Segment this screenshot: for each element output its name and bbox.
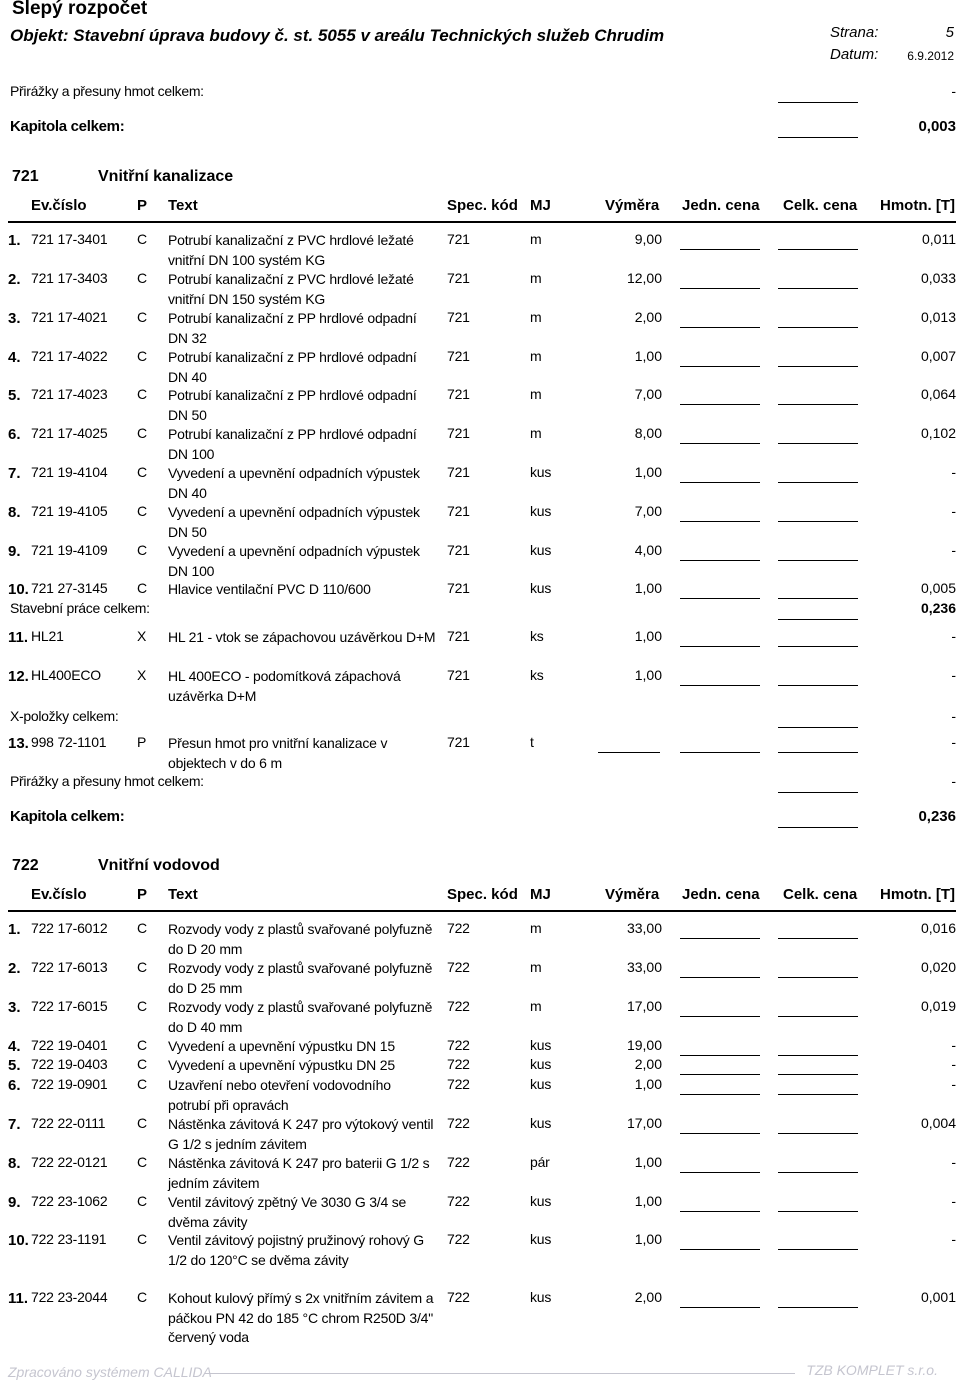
quantity: 2,00 [634, 1056, 662, 1072]
spec-code: 722 [447, 1193, 470, 1209]
section-code: 722 [12, 857, 39, 874]
row-number: 2. [8, 271, 21, 288]
row-number: 1. [8, 921, 21, 938]
column-header: Celk. cena [783, 197, 858, 214]
weight: - [951, 1193, 956, 1209]
ev-cislo: 721 19-4104 [31, 464, 108, 480]
surcharges-price-line [778, 792, 858, 793]
chapter-label: Kapitola celkem: [10, 808, 125, 825]
quantity: 7,00 [634, 386, 662, 402]
unit-price-blank [680, 1016, 760, 1017]
row-number: 8. [8, 1155, 21, 1172]
chapter-value: 0,236 [918, 808, 956, 825]
quantity: 1,00 [634, 628, 662, 644]
spec-code: 722 [447, 998, 470, 1014]
row-number: 10. [8, 1232, 29, 1249]
column-header: Celk. cena [783, 886, 858, 903]
item-type: C [137, 1289, 147, 1305]
unit-price-blank [680, 977, 760, 978]
unit-price-blank [680, 404, 760, 405]
unit: m [530, 348, 542, 364]
x-items-price-line [778, 727, 858, 728]
column-header: Text [168, 886, 198, 903]
quantity: 33,00 [626, 920, 662, 936]
row-number: 6. [8, 426, 21, 443]
spec-code: 722 [447, 1289, 470, 1305]
subtotal-value: 0,236 [920, 600, 956, 616]
weight: - [951, 1056, 956, 1072]
footer-left: Zpracováno systémem CALLIDA [8, 1364, 212, 1380]
quantity: 1,00 [634, 348, 662, 364]
header-rule [8, 221, 956, 223]
quantity: 19,00 [626, 1037, 662, 1053]
weight: - [951, 667, 956, 683]
document-title: Slepý rozpočet [12, 0, 148, 19]
subtotal-price-line [778, 619, 858, 620]
quantity: 1,00 [634, 1076, 662, 1092]
top-chapter-price-line [778, 137, 858, 138]
quantity: 17,00 [626, 1115, 662, 1131]
ev-cislo: 722 17-6013 [31, 959, 108, 975]
ev-cislo: 721 19-4105 [31, 503, 108, 519]
spec-code: 722 [447, 1076, 470, 1092]
footer-right: TZB KOMPLET s.r.o. [806, 1362, 938, 1378]
unit: kus [530, 580, 552, 596]
weight: 0,005 [920, 580, 956, 596]
item-text: Vyvedení a upevnění odpadních výpustek DN 100 [168, 543, 420, 579]
x-items-value: - [951, 708, 956, 724]
unit-price-blank [680, 1211, 760, 1212]
spec-code: 721 [447, 348, 470, 364]
quantity: 1,00 [634, 1193, 662, 1209]
top-surcharges-price-line [778, 102, 858, 103]
column-header: Jedn. cena [682, 886, 760, 903]
weight: 0,102 [920, 425, 956, 441]
column-header: Výměra [605, 197, 660, 214]
ev-cislo: 722 19-0901 [31, 1076, 108, 1092]
column-header: Spec. kód [447, 197, 518, 214]
ev-cislo: 721 17-4023 [31, 386, 108, 402]
column-header: Hmotn. [T] [880, 197, 955, 214]
row-number: 7. [8, 1116, 21, 1133]
row-number: 10. [8, 581, 29, 598]
item-type: C [137, 231, 147, 247]
item-text: Vyvedení a upevnění výpustku DN 15 [168, 1038, 395, 1054]
weight: - [951, 1154, 956, 1170]
column-header: Text [168, 197, 198, 214]
row-number: 8. [8, 504, 21, 521]
row-number: 7. [8, 465, 21, 482]
quantity: 9,00 [634, 231, 662, 247]
unit-price-blank [680, 521, 760, 522]
weight: 0,016 [920, 920, 956, 936]
row-number: 9. [8, 543, 21, 560]
qty-blank [598, 752, 660, 753]
row-number: 9. [8, 1194, 21, 1211]
spec-code: 721 [447, 503, 470, 519]
unit-price-blank [680, 1307, 760, 1308]
unit: m [530, 270, 542, 286]
spec-code: 721 [447, 270, 470, 286]
page-value: 5 [945, 24, 954, 41]
total-price-blank [778, 443, 858, 444]
weight: - [951, 1076, 956, 1092]
surcharges-label: Přirážky a přesuny hmot celkem: [10, 773, 204, 789]
row-number: 11. [8, 1290, 29, 1307]
item-type: C [137, 580, 147, 596]
item-text: Nástěnka závitová K 247 pro výtokový ventil G 1/2 s jedním závitem [168, 1116, 434, 1152]
spec-code: 722 [447, 920, 470, 936]
quantity: 4,00 [634, 542, 662, 558]
unit: m [530, 231, 542, 247]
item-type: C [137, 959, 147, 975]
top-surcharges-label: Přirážky a přesuny hmot celkem: [10, 83, 204, 99]
column-header: P [137, 197, 148, 214]
unit-price-blank [680, 366, 760, 367]
ev-cislo: 722 23-1191 [31, 1231, 107, 1247]
item-type: C [137, 309, 147, 325]
quantity: 17,00 [626, 998, 662, 1014]
row-number: 2. [8, 960, 21, 977]
row-number: 4. [8, 349, 21, 366]
unit: kus [530, 1193, 552, 1209]
quantity: 1,00 [634, 580, 662, 596]
spec-code: 722 [447, 1154, 470, 1170]
item-type: C [137, 1193, 147, 1209]
quantity: 7,00 [634, 503, 662, 519]
item-text: Potrubí kanalizační z PP hrdlové odpadní DN 50 [168, 387, 417, 423]
total-price-blank [778, 1211, 858, 1212]
ev-cislo: HL21 [31, 628, 64, 644]
item-type: C [137, 464, 147, 480]
unit: ks [530, 628, 544, 644]
item-type: P [137, 734, 147, 750]
surcharges-value: - [951, 773, 956, 789]
item-type: C [137, 1115, 147, 1131]
total-price-blank [778, 288, 858, 289]
total-price-blank [778, 327, 858, 328]
unit-price-blank [680, 598, 760, 599]
header-rule [8, 910, 956, 912]
weight: - [951, 464, 956, 480]
unit-price-blank [680, 1055, 760, 1056]
weight: - [951, 542, 956, 558]
x-items-label: X-položky celkem: [10, 708, 119, 724]
total-price-blank [778, 598, 858, 599]
item-text: Potrubí kanalizační z PP hrdlové odpadní DN 40 [168, 349, 417, 385]
weight: 0,013 [920, 309, 956, 325]
item-text: HL 400ECO - podomítková zápachová uzávěrka D+M [168, 668, 401, 704]
spec-code: 721 [447, 386, 470, 402]
spec-code: 721 [447, 231, 470, 247]
total-price-blank [778, 404, 858, 405]
section-name: Vnitřní vodovod [98, 857, 220, 874]
weight: 0,020 [920, 959, 956, 975]
row-number: 3. [8, 999, 21, 1016]
row-number: 13. [8, 735, 29, 752]
column-header: MJ [530, 886, 551, 903]
weight: - [951, 628, 956, 644]
item-text: Rozvody vody z plastů svařované polyfuzně do D 40 mm [168, 999, 433, 1035]
weight: 0,004 [920, 1115, 956, 1131]
unit: m [530, 920, 542, 936]
weight: 0,064 [920, 386, 956, 402]
spec-code: 721 [447, 580, 470, 596]
column-header: Jedn. cena [682, 197, 760, 214]
item-type: C [137, 920, 147, 936]
column-header: Hmotn. [T] [880, 886, 955, 903]
unit: kus [530, 503, 552, 519]
total-price-blank [778, 1074, 858, 1075]
item-text: Vyvedení a upevnění odpadních výpustek DN 40 [168, 465, 420, 501]
top-chapter-label: Kapitola celkem: [10, 118, 125, 135]
weight: 0,011 [922, 231, 956, 247]
weight: 0,019 [920, 998, 956, 1014]
ev-cislo: 721 17-3401 [31, 231, 108, 247]
item-text: Nástěnka závitová K 247 pro baterii G 1/2 s jedním závitem [168, 1155, 430, 1191]
row-number: 6. [8, 1077, 21, 1094]
row-number: 4. [8, 1038, 21, 1055]
weight: - [951, 503, 956, 519]
unit-price-blank [680, 288, 760, 289]
quantity: 2,00 [634, 309, 662, 325]
section-code: 721 [12, 168, 39, 185]
item-type: C [137, 1076, 147, 1092]
ev-cislo: 721 17-4022 [31, 348, 108, 364]
unit-price-blank [680, 1094, 760, 1095]
total-price-blank [778, 938, 858, 939]
page-label: Strana: [830, 24, 879, 41]
total-price-blank [778, 249, 858, 250]
ev-cislo: HL400ECO [31, 667, 101, 683]
spec-code: 721 [447, 542, 470, 558]
unit-price-blank [680, 249, 760, 250]
total-price-blank [778, 752, 858, 753]
unit-price-blank [680, 1074, 760, 1075]
unit-price-blank [680, 443, 760, 444]
item-type: C [137, 998, 147, 1014]
item-type: C [137, 1056, 147, 1072]
spec-code: 721 [447, 734, 470, 750]
item-text: Ventil závitový pojistný pružinový rohový G 1/2 do 120°C se dvěma závity [168, 1232, 424, 1268]
item-text: HL 21 - vtok se zápachovou uzávěrkou D+M [168, 629, 436, 645]
total-price-blank [778, 685, 858, 686]
unit: pár [530, 1154, 550, 1170]
ev-cislo: 722 17-6012 [31, 920, 108, 936]
item-type: C [137, 386, 147, 402]
ev-cislo: 722 19-0403 [31, 1056, 108, 1072]
ev-cislo: 722 22-0111 [31, 1115, 106, 1131]
ev-cislo: 998 72-1101 [31, 734, 107, 750]
unit: ks [530, 667, 544, 683]
weight: 0,007 [920, 348, 956, 364]
item-text: Rozvody vody z plastů svařované polyfuzně do D 20 mm [168, 921, 433, 957]
item-text: Kohout kulový přímý s 2x vnitřním závitem a páčkou PN 42 do 185 °C chrom R250D 3/4" červený voda [168, 1290, 434, 1345]
total-price-blank [778, 1133, 858, 1134]
item-type: X [137, 667, 147, 683]
quantity: 1,00 [634, 1154, 662, 1170]
quantity: 33,00 [626, 959, 662, 975]
item-type: C [137, 1154, 147, 1170]
ev-cislo: 722 19-0401 [31, 1037, 108, 1053]
ev-cislo: 722 22-0121 [31, 1154, 108, 1170]
total-price-blank [778, 482, 858, 483]
unit-price-blank [680, 1249, 760, 1250]
weight: 0,001 [920, 1289, 956, 1305]
unit: kus [530, 1231, 552, 1247]
column-header: Výměra [605, 886, 660, 903]
unit: kus [530, 464, 552, 480]
unit-price-blank [680, 1133, 760, 1134]
item-type: C [137, 425, 147, 441]
weight: - [951, 734, 956, 750]
column-header: MJ [530, 197, 551, 214]
total-price-blank [778, 1016, 858, 1017]
quantity: 1,00 [634, 464, 662, 480]
item-type: X [137, 628, 147, 644]
unit: m [530, 998, 542, 1014]
quantity: 8,00 [634, 425, 662, 441]
unit-price-blank [680, 646, 760, 647]
item-text: Potrubí kanalizační z PP hrdlové odpadní DN 32 [168, 310, 417, 346]
subtotal-label: Stavební práce celkem: [10, 600, 150, 616]
spec-code: 722 [447, 959, 470, 975]
spec-code: 722 [447, 1056, 470, 1072]
item-type: C [137, 1231, 147, 1247]
unit: kus [530, 1037, 552, 1053]
section-name: Vnitřní kanalizace [98, 168, 234, 185]
ev-cislo: 722 23-2044 [31, 1289, 108, 1305]
quantity: 2,00 [634, 1289, 662, 1305]
unit-price-blank [680, 685, 760, 686]
column-header: Ev.číslo [31, 197, 87, 214]
unit-price-blank [680, 938, 760, 939]
quantity: 1,00 [634, 667, 662, 683]
row-number: 1. [8, 232, 21, 249]
row-number: 3. [8, 310, 21, 327]
ev-cislo: 721 17-3403 [31, 270, 108, 286]
item-type: C [137, 348, 147, 364]
total-price-blank [778, 646, 858, 647]
item-text: Ventil závitový zpětný Ve 3030 G 3/4 se dvěma závity [168, 1194, 407, 1230]
row-number: 12. [8, 668, 29, 685]
spec-code: 721 [447, 309, 470, 325]
item-type: C [137, 1037, 147, 1053]
column-header: P [137, 886, 148, 903]
spec-code: 721 [447, 667, 470, 683]
unit-price-blank [680, 327, 760, 328]
quantity: 12,00 [626, 270, 662, 286]
column-header: Ev.číslo [31, 886, 87, 903]
item-type: C [137, 503, 147, 519]
item-text: Přesun hmot pro vnitřní kanalizace v objektech v do 6 m [168, 735, 388, 771]
unit: m [530, 425, 542, 441]
ev-cislo: 721 17-4025 [31, 425, 108, 441]
weight: - [951, 1231, 956, 1247]
ev-cislo: 721 19-4109 [31, 542, 108, 558]
unit: kus [530, 1115, 552, 1131]
unit: m [530, 309, 542, 325]
unit: m [530, 959, 542, 975]
spec-code: 722 [447, 1037, 470, 1053]
unit: kus [530, 1056, 552, 1072]
total-price-blank [778, 366, 858, 367]
total-price-blank [778, 1172, 858, 1173]
item-text: Potrubí kanalizační z PVC hrdlové ležaté vnitřní DN 150 systém KG [168, 271, 414, 307]
unit: kus [530, 1289, 552, 1305]
item-text: Potrubí kanalizační z PP hrdlové odpadní DN 100 [168, 426, 417, 462]
item-type: C [137, 542, 147, 558]
unit-price-blank [680, 752, 760, 753]
chapter-price-line [778, 827, 858, 828]
item-text: Uzavření nebo otevření vodovodního potrubí při opravách [168, 1077, 391, 1113]
ev-cislo: 721 17-4021 [31, 309, 108, 325]
row-number: 5. [8, 387, 21, 404]
spec-code: 721 [447, 425, 470, 441]
total-price-blank [778, 977, 858, 978]
top-chapter-value: 0,003 [918, 118, 956, 135]
date-label: Datum: [830, 46, 879, 63]
item-text: Potrubí kanalizační z PVC hrdlové ležaté vnitřní DN 100 systém KG [168, 232, 414, 268]
spec-code: 721 [447, 464, 470, 480]
unit: kus [530, 1076, 552, 1092]
item-text: Hlavice ventilační PVC D 110/600 [168, 581, 371, 597]
unit-price-blank [680, 482, 760, 483]
item-text: Vyvedení a upevnění odpadních výpustek DN 50 [168, 504, 420, 540]
footer-rule [205, 1373, 795, 1374]
total-price-blank [778, 1094, 858, 1095]
unit: kus [530, 542, 552, 558]
item-text: Rozvody vody z plastů svařované polyfuzně do D 25 mm [168, 960, 433, 996]
item-text: Vyvedení a upevnění výpustku DN 25 [168, 1057, 395, 1073]
top-surcharges-value: - [951, 83, 956, 99]
ev-cislo: 722 17-6015 [31, 998, 108, 1014]
total-price-blank [778, 1249, 858, 1250]
object-line: Objekt: Stavební úprava budovy č. st. 5055 v areálu Technických služeb Chrudim [10, 26, 665, 45]
ev-cislo: 722 23-1062 [31, 1193, 108, 1209]
total-price-blank [778, 560, 858, 561]
date-value: 6.9.2012 [907, 49, 954, 63]
total-price-blank [778, 521, 858, 522]
spec-code: 721 [447, 628, 470, 644]
ev-cislo: 721 27-3145 [31, 580, 108, 596]
unit-price-blank [680, 1172, 760, 1173]
quantity: 1,00 [634, 1231, 662, 1247]
item-type: C [137, 270, 147, 286]
total-price-blank [778, 1055, 858, 1056]
unit: m [530, 386, 542, 402]
spec-code: 722 [447, 1231, 470, 1247]
row-number: 11. [8, 629, 29, 646]
row-number: 5. [8, 1057, 21, 1074]
weight: - [951, 1037, 956, 1053]
unit: t [530, 734, 534, 750]
column-header: Spec. kód [447, 886, 518, 903]
weight: 0,033 [920, 270, 956, 286]
unit-price-blank [680, 560, 760, 561]
total-price-blank [778, 1307, 858, 1308]
spec-code: 722 [447, 1115, 470, 1131]
